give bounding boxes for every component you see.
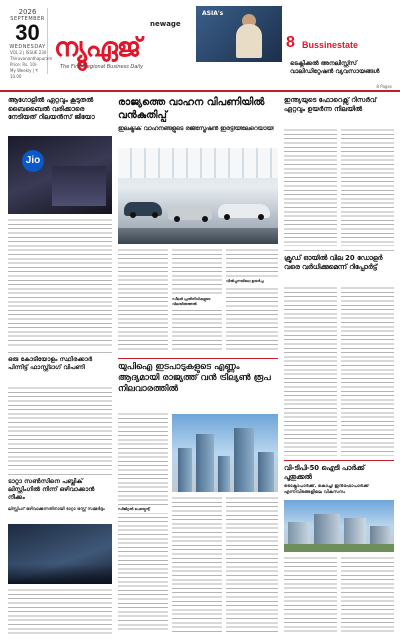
showroom-ceiling — [118, 148, 278, 178]
store-interior — [52, 166, 106, 206]
date-box — [8, 8, 53, 79]
center-upi-body-2 — [172, 496, 222, 632]
right-body-crude-1 — [284, 286, 337, 456]
wheel — [152, 212, 158, 218]
right-body-itpark-1 — [284, 556, 337, 632]
wheel — [202, 216, 208, 222]
center-body-col-3 — [226, 248, 278, 352]
brand-section-label[interactable]: Bussinestate — [302, 40, 359, 50]
issue-weekday: WEDNESDAY — [9, 44, 46, 50]
divider — [284, 250, 394, 251]
issue-meta-2: Thiruvananthapuram — [10, 56, 53, 61]
tower — [234, 428, 254, 492]
divider — [118, 358, 278, 359]
newspaper-logo[interactable] — [54, 14, 184, 76]
car-showroom-photo[interactable] — [118, 148, 278, 244]
city-skyline-photo[interactable] — [172, 414, 278, 492]
center-body-col-1 — [118, 248, 168, 352]
center-column — [118, 96, 278, 636]
issue-month: SEPTEMBER — [10, 16, 45, 22]
masthead — [0, 0, 400, 92]
left-subhead-tata: ലിസ്റ്റിംഗ് ഒഴിവാക്കുന്നതിനായി ടാറ്റാ ട്രസ്റ്റ് സമ്മർദ്ദം — [8, 506, 105, 511]
right-headline-crude[interactable]: ക്രൂഡ് ഓയിൽ വില 20 ഡോളർ വരെ വർധിക്കുമെന്ന് റിപ്പോർട്ട് — [284, 254, 383, 271]
right-headline-itpark[interactable]: വി-ടിപി-50 ഐടി പാർക്ക് പുതുക്കൽ — [284, 464, 365, 481]
divider — [8, 474, 112, 475]
center-upi-body-3 — [226, 496, 278, 632]
logo-small-text: newage — [150, 20, 181, 28]
right-headline-forex[interactable]: ഇന്ത്യയുടെ ഫോറെക്സ് റിസർവ് ഏറ്റവും ഉയർന്ന നിലയിൽ — [284, 96, 377, 113]
issue-meta-1: VOL 2 | ISSUE 230 — [10, 50, 47, 55]
right-body-forex-1 — [284, 128, 337, 246]
issue-rating: My Weekly | ₹ 10.00 — [10, 68, 38, 79]
showroom-floor — [118, 228, 278, 244]
tower — [178, 448, 192, 492]
left-body-fastag — [8, 386, 112, 470]
left-column — [8, 96, 112, 636]
pages-count: 8 Pages — [376, 84, 392, 89]
left-headline-jio[interactable]: ആഗോളിൽ ഏറ്റവും കൂടുതൽ ബൈബൈൽ വരിക്കാരെ നേടിയത് റിലയൻസ് ജിയോ — [8, 96, 95, 121]
top-feature-photo[interactable] — [196, 6, 282, 62]
jio-store-photo[interactable] — [8, 136, 112, 214]
issue-year: 2026 — [18, 8, 37, 16]
tata-event-photo[interactable] — [8, 524, 112, 584]
wheel — [258, 214, 264, 220]
stage-shadow — [8, 564, 112, 584]
divider — [284, 460, 394, 461]
left-body-tata — [8, 588, 112, 634]
right-subhead-itpark: ടെക്നോപാർക്ക്, കൊച്ചി ഇൻഫോപാർക്ക് എന്നിവിടങ്ങളിലെ വികസനം — [284, 484, 369, 495]
tower — [218, 456, 230, 492]
logo-tagline: The First Regional Business Daily — [60, 64, 144, 70]
masthead-rule — [0, 90, 400, 92]
photo-sign-text: ASIA's — [202, 10, 224, 17]
right-column — [284, 96, 394, 636]
center-upi-kicker: ഡിജിറ്റൽ പേയ്മെന്റ് — [118, 506, 168, 513]
issue-day: 30 — [15, 20, 40, 45]
logo-main-text: ന്യൂഏജ് — [54, 32, 141, 62]
brand-section-number: 8 — [286, 34, 295, 51]
center-main-headline[interactable]: രാജ്യത്തെ വാഹന വിപണിയിൽ വൻകുതിപ്പ് — [118, 97, 265, 121]
left-headline-fastag[interactable]: ഒരു കോടിയോളം സ്ഥിരക്കാർ പിന്നിട്ട് ഫാസ്റ്റ്ടാഗ് വിപണി — [8, 356, 93, 371]
photo-person-body — [236, 24, 262, 58]
left-headline-tata[interactable]: ടാറ്റാ സൺസിനെ പബ്ലിക് ലിസ്റ്റിംഗിൽ നിന്ന് ഒഴിവാക്കാൻ നീക്കം — [8, 478, 95, 501]
issue-meta-3: Price: Rs. 10/- — [10, 62, 38, 67]
center-subhead: ഇലക്ട്രിക് വാഹനങ്ങളുടെ രജിസ്ട്രേഷൻ ഇരട്ടിയിലേറെയായി — [118, 126, 274, 132]
lawn — [284, 544, 394, 552]
center-upi-headline[interactable]: യുപിഐ ഇടപാടുകളുടെ എണ്ണം ആദ്യമായി രാജ്യത്ത് വൻ ട്രില്യൺ രൂപ നിലവാരത്തിൽ — [118, 362, 271, 394]
tower — [258, 452, 274, 492]
left-body-jio — [8, 218, 112, 348]
center-subsection-1: ഡീലർ പ്രതിനിധികളുടെ വിലയിരുത്തൽ — [172, 296, 222, 307]
right-body-forex-2 — [341, 128, 394, 246]
tower — [196, 434, 214, 492]
center-upi-body-1 — [118, 412, 168, 632]
center-subsection-2: വിൽപ്പനയിലെ ഉയർച്ച — [226, 278, 278, 285]
wheel — [224, 214, 230, 220]
wheel — [174, 216, 180, 222]
wheel — [130, 212, 136, 218]
right-body-itpark-2 — [341, 556, 394, 632]
it-park-photo[interactable] — [284, 500, 394, 552]
right-body-crude-2 — [341, 286, 394, 456]
jio-logo-icon: Jio — [22, 150, 44, 172]
divider — [8, 352, 112, 353]
top-teaser-headline[interactable]: ടെക്നിക്കൽ അനലിസ്റ്റ്സ് വാലിഡിറ്റേഷൻ വ്യവസായങ്ങൾ — [290, 60, 380, 75]
